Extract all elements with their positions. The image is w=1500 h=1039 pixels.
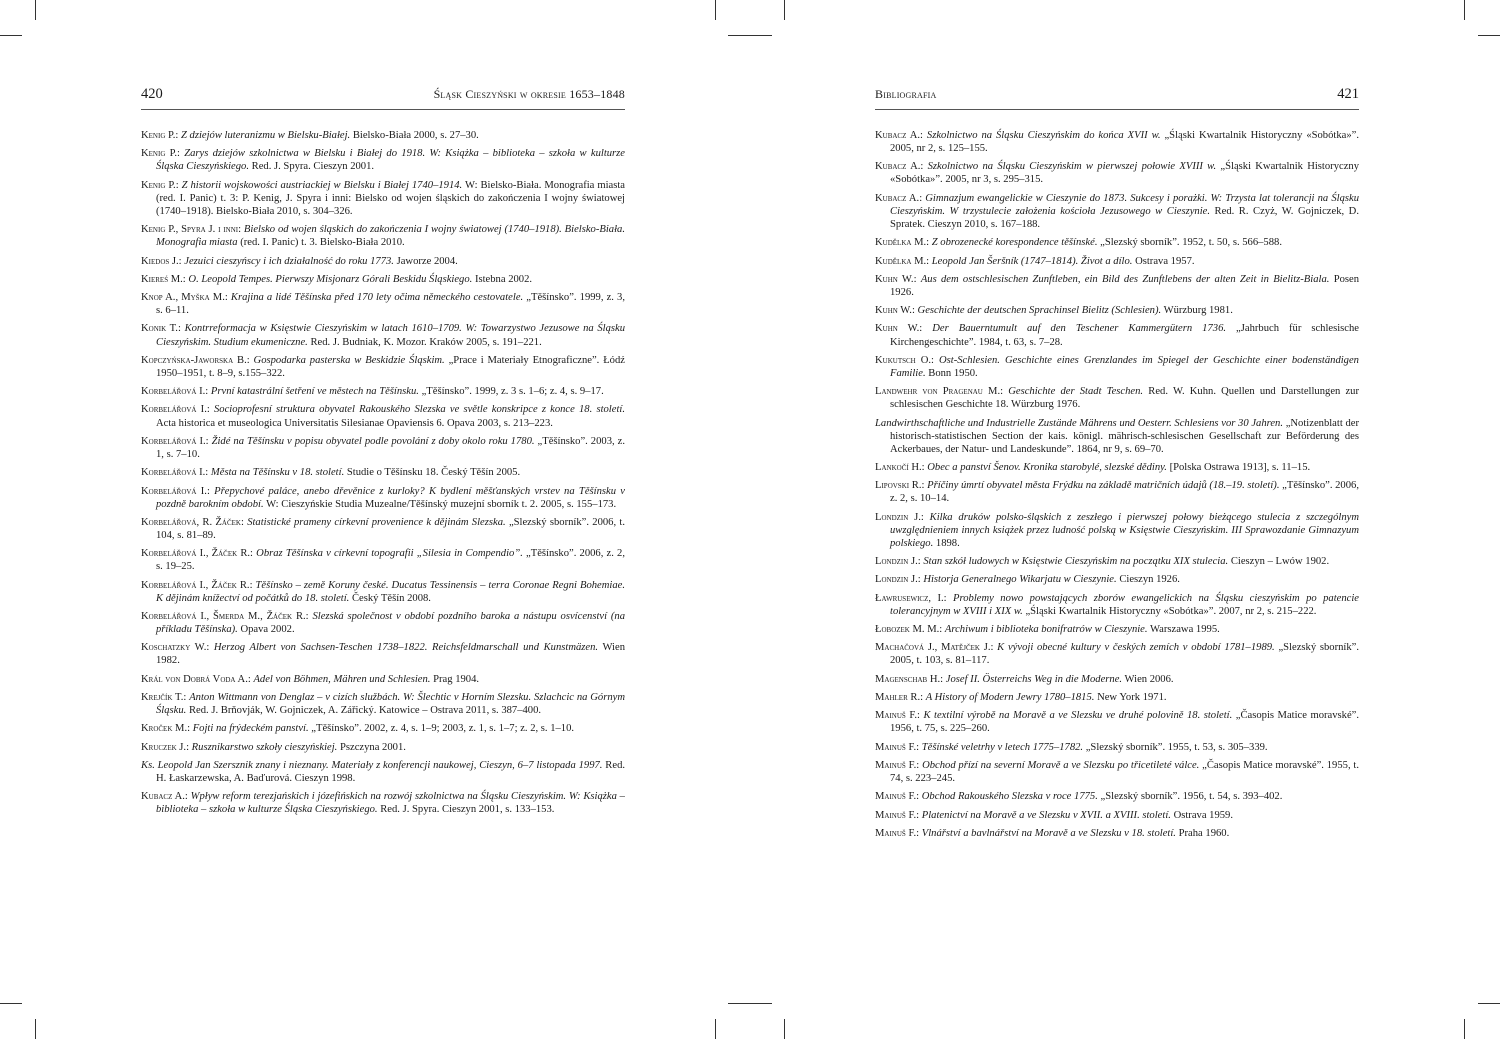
entry-author: Mahler R.: bbox=[875, 692, 924, 704]
entry-details: Red. J. Spyra. Cieszyn 2001. bbox=[251, 161, 375, 173]
bibliography-entry bbox=[875, 417, 1359, 456]
entry-title: Anton Wittmann von Denglaz – v cizích službách. W: Šlechtic v Horním Slezsku. Szlachcic na Górnym Śląsku. bbox=[156, 692, 625, 717]
crop-mark bbox=[750, 35, 772, 36]
entry-author: Korbelářová I., Žáček R.: bbox=[141, 579, 253, 591]
entry-author: Landwehr von Pragenau M.: bbox=[875, 386, 1004, 398]
entry-author: Král von Dobrá Voda A.: bbox=[141, 673, 251, 685]
bibliography-entry bbox=[141, 610, 625, 636]
bibliography-entry bbox=[141, 147, 625, 173]
entry-title: K textilní výrobě na Moravě a ve Slezsku ve druhé polovině 18. století. bbox=[923, 710, 1233, 722]
entry-title: Přepychové paláce, anebo dřevěnice z kurloky? K bydlení měšťanských vrstev na Těšínsku v pozdně barokním období. bbox=[156, 485, 625, 510]
running-head bbox=[141, 86, 625, 110]
entry-details: Istebna 2002. bbox=[474, 273, 533, 285]
entry-details: Red. J. Brňovják, W. Gojniczek, A. Zářický. Katowice – Ostrava 2011, s. 387–400. bbox=[188, 705, 542, 717]
entry-title: Z dziejów luteranizmu w Bielsku-Białej. bbox=[180, 130, 351, 141]
entry-author: Mainuš F.: bbox=[875, 809, 920, 821]
entry-title: Z obrozenecké korespondence těšínské. bbox=[931, 237, 1098, 249]
entry-details: Red. J. Spyra. Cieszyn 2001, s. 133–153. bbox=[380, 804, 555, 816]
page-number: 421 bbox=[1337, 86, 1359, 102]
entry-details: „Těšínsko”. 2003, z. 1, s. 7–10. bbox=[156, 435, 625, 460]
crop-mark bbox=[1464, 1019, 1465, 1039]
entry-author: Łobozek M. M.: bbox=[875, 624, 943, 636]
bibliography-entry bbox=[875, 385, 1359, 411]
entry-details: Ostrava 1957. bbox=[1135, 255, 1195, 267]
entry-details: Cieszyn 1926. bbox=[1119, 574, 1180, 586]
page-number: 420 bbox=[141, 86, 163, 102]
entry-title: Szkolnictwo na Śląsku Cieszyńskim do końca XVII w. bbox=[926, 130, 1161, 141]
bibliography-entry bbox=[875, 827, 1359, 840]
entry-details: Wien 1982. bbox=[156, 642, 625, 667]
entry-title: Herzog Albert von Sachsen-Teschen 1738–1822. Reichsfeldmarschall und Kunstmäzen. bbox=[213, 642, 599, 654]
entry-author: Kopczyńska-Jaworska B.: bbox=[141, 354, 250, 366]
bibliography-entry bbox=[875, 236, 1359, 249]
crop-mark bbox=[715, 1019, 716, 1039]
bibliography-entry bbox=[875, 273, 1359, 299]
entry-author: Korbelářová I.: bbox=[141, 386, 209, 398]
bibliography-entry bbox=[875, 304, 1359, 317]
bibliography-entry bbox=[875, 354, 1359, 380]
entry-title: Kontrreformacja w Księstwie Cieszyńskim w latach 1610–1709. W: Towarzystwo Jezusowe na Śląsku Cieszyńskim. Studium ekumeniczne. bbox=[156, 323, 625, 348]
entry-author: Kubacz A.: bbox=[141, 791, 188, 803]
entry-title: Zarys dziejów szkolnictwa w Bielsku i Białej do 1918. W: Książka – biblioteka – szkoła w kulturze Śląska Cieszyńskiego. bbox=[156, 148, 626, 173]
entry-title: Gimnazjum ewangelickie w Cieszynie do 1873. Sukcesy i porażki. W: Trzysta lat tolerancji na Śląsku Cieszyńskim. W trzystulecie założenia kościoła Jezusowego w Cieszynie. bbox=[890, 192, 1359, 217]
entry-title: Obraz Těšínska v církevní topografii „Silesia in Compendio”. bbox=[256, 548, 523, 560]
entry-details: Jaworze 2004. bbox=[396, 255, 458, 267]
entry-author: Koschatzky W.: bbox=[141, 642, 210, 654]
bibliography-list bbox=[875, 129, 1359, 840]
entry-title: Stan szkół ludowych w Księstwie Cieszyńskim na początku XIX stulecia. bbox=[923, 556, 1229, 568]
entry-title: Těšínsko – země Koruny české. Ducatus Tessinensis – terra Coronae Regni Bohemiae. K dějinám knížectví od počátků do 18. století. bbox=[156, 579, 625, 604]
entry-author: Kroček M.: bbox=[141, 723, 191, 735]
entry-details: „Śląski Kwartalnik Historyczny «Sobótka»”. 2005, nr 3, s. 295–315. bbox=[890, 161, 1359, 186]
bibliography-entry bbox=[875, 623, 1359, 636]
entry-author: Kruczek J.: bbox=[141, 741, 190, 753]
entry-title: Rusznikarstwo szkoły cieszyńskiej. bbox=[191, 741, 338, 753]
entry-details: Český Těšín 2008. bbox=[351, 592, 431, 604]
entry-author: Konik T.: bbox=[141, 323, 181, 335]
right-page bbox=[875, 86, 1359, 845]
entry-details: „Těšínsko”. 2006, z. 2, s. 19–25. bbox=[156, 548, 625, 573]
entry-details: Ostrava 1959. bbox=[1173, 809, 1234, 821]
bibliography-entry bbox=[141, 547, 625, 573]
entry-author: Kenig P.: bbox=[141, 148, 180, 160]
entry-details: Prag 1904. bbox=[433, 673, 480, 685]
entry-details: „Slezský sborník”. 1955, t. 53, s. 305–339. bbox=[1085, 741, 1268, 753]
bibliography-entry bbox=[875, 192, 1359, 231]
crop-mark bbox=[0, 1003, 22, 1004]
bibliography-entry bbox=[875, 511, 1359, 550]
entry-author: Kuhn W.: bbox=[875, 273, 917, 285]
entry-title: První katastrální šetření ve městech na Těšínsku. bbox=[210, 386, 419, 398]
entry-title: Města na Těšínsku v 18. století. bbox=[210, 467, 345, 479]
entry-details: 1898. bbox=[935, 537, 960, 549]
entry-author: Kukutsch O.: bbox=[875, 354, 934, 366]
bibliography-entry bbox=[141, 273, 625, 286]
entry-author: Kudělka M.: bbox=[875, 237, 930, 249]
entry-title: Der Bauerntumult auf den Teschener Kammergütern 1736. bbox=[932, 323, 1227, 335]
bibliography-entry bbox=[141, 223, 625, 249]
entry-details: Bonn 1950. bbox=[928, 367, 978, 379]
entry-details: Red. H. Łaskarzewska, A. Baďurová. Cieszyn 1998. bbox=[156, 759, 626, 785]
entry-author: Kiedos J.: bbox=[141, 255, 182, 267]
entry-details: „Notizenblatt der historisch-statistischen Section der kais. königl. mährisch-schlesischen Gesellschaft zur Beförderung des Ackerbaues, der Natur- und Landeskunde”. 1864, nr 9, s. 69–70. bbox=[890, 417, 1359, 455]
entry-title: A History of Modern Jewry 1780–1815. bbox=[925, 692, 1095, 704]
entry-title: Obec a panství Šenov. Kronika starobylé, slezské dědiny. bbox=[927, 462, 1167, 474]
entry-author: Korbelářová I.: bbox=[141, 485, 210, 497]
bibliography-entry bbox=[875, 741, 1359, 754]
entry-author: Korbelářová I.: bbox=[141, 404, 210, 416]
bibliography-entry bbox=[141, 403, 625, 429]
bibliography-entry bbox=[875, 573, 1359, 586]
entry-title: Těšínské veletrhy v letech 1775–1782. bbox=[921, 741, 1084, 753]
entry-author: Lankočí H.: bbox=[875, 462, 925, 474]
entry-author: Kenig P., Spyra J. i inni: bbox=[141, 224, 242, 236]
bibliography-entry bbox=[141, 291, 625, 317]
bibliography-entry bbox=[141, 641, 625, 667]
entry-title: Fojti na frýdeckém panství. bbox=[192, 723, 309, 735]
entry-title: Landwirthschaftliche und Industrielle Zustände Mährens und Oesterr. Schlesiens vor 30 Jahren. bbox=[875, 417, 1284, 429]
entry-author: Korbelářová, R. Žáček: bbox=[141, 516, 244, 528]
entry-author: Londzin J.: bbox=[875, 511, 924, 523]
entry-details: „Slezský sborník”. 1952, t. 50, s. 566–588. bbox=[1100, 237, 1282, 249]
entry-details: „Jahrbuch für schlesische Kirchengeschichte”. 1984, t. 63, s. 7–28. bbox=[890, 323, 1360, 348]
entry-details: W: Bielsko-Biała. Monografia miasta (red. I. Panic) t. 3: P. Kenig, J. Spyra i inni: Bielsko od wojen śląskich do zakończenia I wojny światowej (1740–1918). Bielsko-Biała 2010, s. 304–326. bbox=[156, 179, 625, 217]
crop-mark bbox=[1478, 1003, 1500, 1004]
crop-mark bbox=[728, 1003, 750, 1004]
entry-title: Szkolnictwo na Śląsku Cieszyńskim w pierwszej połowie XVIII w. bbox=[927, 161, 1217, 173]
entry-details: „Těšínsko”. 1999, z. 3 s. 1–6; z. 4, s. 9–17. bbox=[421, 386, 604, 398]
bibliography-entry bbox=[875, 759, 1359, 785]
entry-title: Leopold Jan Šeršník (1747–1814). Život a dílo. bbox=[931, 255, 1133, 267]
entry-details: Posen 1926. bbox=[890, 273, 1360, 298]
entry-details: „Śląski Kwartalnik Historyczny «Sobótka»”. 2007, nr 2, s. 215–222. bbox=[1025, 605, 1317, 617]
entry-author: Korbelářová I., Žáček R.: bbox=[141, 548, 253, 560]
entry-details: New York 1971. bbox=[1097, 692, 1167, 704]
crop-mark bbox=[750, 1003, 772, 1004]
bibliography-entry bbox=[875, 641, 1359, 667]
entry-author: Magenschab H.: bbox=[875, 673, 944, 685]
entry-title: Platenictví na Moravě a ve Slezsku v XVII. a XVIII. století. bbox=[921, 809, 1171, 821]
entry-author: Kubacz A.: bbox=[875, 161, 924, 173]
entry-title: Archiwum i biblioteka bonifratrów w Cieszynie. bbox=[944, 624, 1148, 636]
entry-details: „Slezský sborník”. 1956, t. 54, s. 393–402. bbox=[1100, 791, 1283, 803]
entry-author: Mainuš F.: bbox=[875, 710, 920, 722]
entry-details: „Časopis Matice moravské”. 1956, t. 75, s. 225–260. bbox=[890, 710, 1359, 735]
entry-details: (red. I. Panic) t. 3. Bielsko-Biała 2010. bbox=[240, 237, 405, 249]
entry-details: „Těšínsko”. 1999, z. 3, s. 6–11. bbox=[156, 292, 625, 317]
entry-title: Ost-Schlesien. Geschichte eines Grenzlandes im Spiegel der Geschichte einer bodenständigen Familie. bbox=[890, 354, 1359, 379]
entry-title: Aus dem ostschlesischen Zunftleben, ein Bild des Zunftlebens der alten Zeit in Bielitz-Biala. bbox=[920, 273, 1330, 285]
bibliography-entry bbox=[141, 722, 625, 735]
crop-mark bbox=[35, 0, 36, 20]
entry-author: Londzin J.: bbox=[875, 574, 921, 586]
entry-title: O. Leopold Tempes. Pierwszy Misjonarz Górali Beskidu Śląskiego. bbox=[188, 273, 473, 285]
entry-details: Red. R. Czyż, W. Gojniczek, D. Spratek. Cieszyn 2010, s. 167–188. bbox=[890, 205, 1359, 230]
entry-author: Lipovski R.: bbox=[875, 480, 925, 492]
bibliography-entry bbox=[141, 485, 625, 511]
entry-details: Wien 2006. bbox=[1124, 673, 1174, 685]
bibliography-entry bbox=[141, 759, 625, 785]
entry-title: Socioprofesní struktura obyvatel Rakouského Slezska ve světle konskripce z konce 18. století. bbox=[213, 404, 625, 416]
entry-title: K vývoji obecné kultury v českých zemích v období 1781–1989. bbox=[997, 642, 1275, 654]
bibliography-entry bbox=[875, 322, 1359, 348]
entry-title: Krajina a lidé Těšínska před 170 lety očima německého cestovatele. bbox=[230, 292, 524, 304]
bibliography-entry bbox=[141, 129, 625, 142]
running-title: Śląsk Cieszyński w okresie 1653–1848 bbox=[433, 87, 625, 101]
crop-mark bbox=[715, 0, 716, 20]
entry-author: Korbelářová I.: bbox=[141, 435, 209, 447]
entry-author: Krejčík T.: bbox=[141, 692, 187, 704]
entry-details: Red. J. Budniak, K. Mozor. Kraków 2005, s. 191–221. bbox=[310, 336, 542, 348]
entry-details: Opava 2002. bbox=[240, 624, 295, 636]
entry-author: Kubacz A.: bbox=[875, 192, 923, 204]
entry-author: Kiereś M.: bbox=[141, 273, 186, 285]
crop-mark bbox=[0, 35, 22, 36]
running-head bbox=[875, 86, 1359, 110]
entry-details: Red. W. Kuhn. Quellen und Darstellungen zur schlesischen Geschichte 18. Würzburg 1976. bbox=[890, 386, 1360, 411]
crop-mark bbox=[1478, 35, 1500, 36]
entry-author: Kenig P.: bbox=[141, 130, 179, 141]
entry-details: Bielsko-Biała 2000, s. 27–30. bbox=[352, 130, 479, 141]
bibliography-entry bbox=[875, 160, 1359, 186]
entry-details: Warszawa 1995. bbox=[1150, 624, 1220, 636]
entry-details: „Těšínsko”. 2006, z. 2, s. 10–14. bbox=[890, 480, 1359, 505]
bibliography-list bbox=[141, 129, 625, 817]
bibliography-entry bbox=[141, 385, 625, 398]
bibliography-entry bbox=[875, 461, 1359, 474]
entry-title: Příčiny úmrtí obyvatel města Frýdku na základě matričních údajů (18.–19. století). bbox=[927, 480, 1280, 492]
entry-details: Studie o Těšínsku 18. Český Těšín 2005. bbox=[346, 467, 521, 479]
entry-title: Wpływ reform terezjańskich i józefińskich na rozwój szkolnictwa na Śląsku Cieszyńskim. W: Książka – biblioteka – szkoła w kulturze Śląska Cieszyńskiego. bbox=[156, 791, 625, 816]
entry-details: W: Cieszyńskie Studia Muzealne/Těšínský muzejní sborník t. 2. 2005, s. 155–173. bbox=[266, 498, 617, 510]
entry-title: Bielsko od wojen śląskich do zakończenia I wojny światowej (1740–1918). Bielsko-Biała. Monografia miasta bbox=[156, 224, 625, 249]
bibliography-entry bbox=[875, 790, 1359, 803]
bibliography-entry bbox=[141, 466, 625, 479]
bibliography-entry bbox=[875, 129, 1359, 155]
bibliography-entry bbox=[875, 592, 1359, 618]
bibliography-entry bbox=[141, 741, 625, 754]
entry-title: Adel von Böhmen, Mähren und Schlesien. bbox=[253, 673, 431, 685]
entry-details: „Časopis Matice moravské”. 1955, t. 74, s. 223–245. bbox=[890, 759, 1359, 785]
entry-title: Geschichte der deutschen Sprachinsel Bielitz (Schlesien). bbox=[917, 305, 1162, 317]
entry-details: [Polska Ostrawa 1913], s. 11–15. bbox=[1169, 462, 1311, 474]
entry-title: Josef II. Österreichs Weg in die Moderne. bbox=[945, 673, 1123, 685]
entry-title: Gospodarka pasterska w Beskidzie Śląskim. bbox=[253, 354, 445, 366]
bibliography-entry bbox=[141, 673, 625, 686]
entry-title: Geschichte der Stadt Teschen. bbox=[1008, 386, 1144, 398]
bibliography-entry bbox=[141, 790, 625, 816]
bibliography-entry bbox=[141, 691, 625, 717]
entry-details: Pszczyna 2001. bbox=[339, 741, 406, 753]
crop-mark bbox=[1464, 0, 1465, 20]
entry-title: Jezuici cieszyńscy i ich działalność do roku 1773. bbox=[184, 255, 394, 267]
bibliography-entry bbox=[875, 809, 1359, 822]
entry-author: Mainuš F.: bbox=[875, 791, 920, 803]
entry-author: Machačová J., Matějček J.: bbox=[875, 642, 994, 654]
entry-title: Slezská společnost v období pozdního baroka a nástupu osvícenství (na příkladu Těšínska). bbox=[156, 611, 625, 636]
entry-author: Kudělka M.: bbox=[875, 255, 930, 267]
entry-details: Würzburg 1981. bbox=[1163, 305, 1233, 317]
entry-title: Historja Generalnego Wikarjatu w Cieszynie. bbox=[923, 574, 1117, 586]
entry-details: „Slezský sborník”. 2006, t. 104, s. 81–89. bbox=[156, 516, 625, 541]
bibliography-entry bbox=[141, 516, 625, 542]
entry-author: Mainuš F.: bbox=[875, 759, 920, 771]
bibliography-entry bbox=[875, 673, 1359, 686]
bibliography-entry bbox=[875, 555, 1359, 568]
crop-mark bbox=[728, 35, 750, 36]
crop-mark bbox=[784, 1019, 785, 1039]
bibliography-entry bbox=[875, 691, 1359, 704]
entry-details: Acta historica et museologica Universitatis Silesianae Opaviensis 6. Opava 2003, s. 213–223. bbox=[156, 417, 553, 429]
entry-author: Korbelářová I.: bbox=[141, 467, 209, 479]
bibliography-entry bbox=[141, 322, 625, 348]
entry-author: Kuhn W.: bbox=[875, 323, 923, 335]
entry-author: Kuhn W.: bbox=[875, 305, 915, 317]
entry-author: Knop A., Myška M.: bbox=[141, 292, 228, 304]
entry-author: Londzin J.: bbox=[875, 556, 921, 568]
bibliography-entry bbox=[141, 354, 625, 380]
left-page bbox=[141, 86, 625, 822]
entry-details: Cieszyn – Lwów 1902. bbox=[1230, 556, 1330, 568]
entry-title: Obchod Rakouského Slezska v roce 1775. bbox=[921, 791, 1098, 803]
entry-author: Mainuš F.: bbox=[875, 741, 920, 753]
entry-author: Korbelářová I., Šmerda M., Žáček R.: bbox=[141, 611, 309, 622]
bibliography-entry bbox=[875, 479, 1359, 505]
entry-title: Židé na Těšínsku v popisu obyvatel podle povolání z doby okolo roku 1780. bbox=[211, 435, 535, 447]
entry-author: Mainuš F.: bbox=[875, 827, 920, 839]
entry-title: Obchod přízí na severní Moravě a ve Slezsku po třicetileté válce. bbox=[922, 759, 1200, 771]
bibliography-entry bbox=[141, 435, 625, 461]
entry-title: Statistické prameny církevní provenience k dějinám Slezska. bbox=[247, 516, 506, 528]
entry-author: Kenig P.: bbox=[141, 179, 179, 191]
running-title: Bibliografia bbox=[875, 87, 937, 101]
entry-title: Z historii wojskowości austriackiej w Bielsku i Białej 1740–1914. bbox=[181, 179, 463, 191]
bibliography-entry bbox=[141, 179, 625, 218]
entry-author: Ławrusewicz, I.: bbox=[875, 592, 947, 604]
crop-mark bbox=[784, 0, 785, 20]
entry-title: Vlnářství a bavlnářství na Moravě a ve Slezsku v 18. století. bbox=[921, 827, 1176, 839]
bibliography-entry bbox=[141, 255, 625, 268]
entry-details: „Slezský sborník”. 2005, t. 103, s. 81–117. bbox=[890, 642, 1359, 667]
entry-details: „Prace i Materiały Etnograficzne”. Łódź 1950–1951, t. 8–9, s.155–322. bbox=[156, 354, 625, 379]
bibliography-entry bbox=[141, 579, 625, 605]
entry-title: Problemy nowo powstających zborów ewangelickich na Śląsku cieszyńskim po patencie tolerancyjnym w XVIII i XIX w. bbox=[890, 592, 1360, 617]
entry-author: Kubacz A.: bbox=[875, 130, 923, 141]
entry-title: Ks. Leopold Jan Szersznik znany i nieznany. Materiały z konferencji naukowej, Cieszyn, 6–7 listopada 1997. bbox=[141, 759, 603, 771]
bibliography-entry bbox=[875, 709, 1359, 735]
entry-details: „Śląski Kwartalnik Historyczny «Sobótka»”. 2005, nr 2, s. 125–155. bbox=[890, 130, 1359, 155]
entry-details: „Těšínsko”. 2002, z. 4, s. 1–9; 2003, z. 1, s. 1–7; z. 2, s. 1–10. bbox=[311, 723, 575, 735]
crop-mark bbox=[35, 1019, 36, 1039]
entry-details: Praha 1960. bbox=[1178, 827, 1230, 839]
bibliography-entry bbox=[875, 255, 1359, 268]
entry-title: Kilka druków polsko-śląskich z zeszłego i pierwszej połowy bieżącego stulecia z szczególnym uwzględnieniem innych książek przez ludność polską w Księstwie Cieszyńskim. III Sprawozdanie Gimnazyum polskiego. bbox=[890, 511, 1359, 549]
